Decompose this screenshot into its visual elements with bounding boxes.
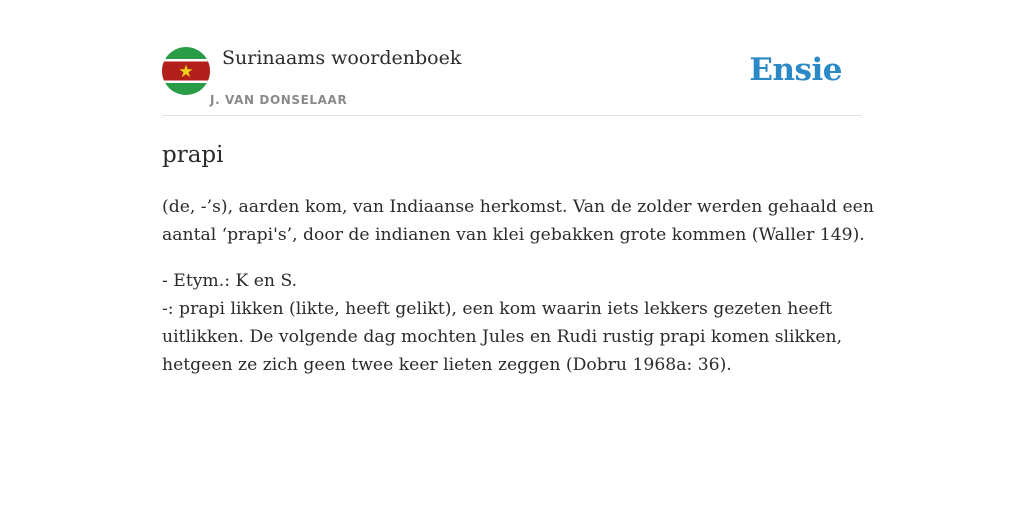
usage-line: -: prapi likken (likte, heeft gelikt), een kom waarin iets lekkers gezeten heeft bbox=[162, 299, 832, 319]
definition-line: (de, -’s), aarden kom, van Indiaanse herkomst. Van de zolder werden gehaald een bbox=[162, 197, 874, 217]
dictionary-title[interactable]: Surinaams woordenboek bbox=[222, 47, 462, 69]
suriname-flag-graphic bbox=[162, 47, 210, 95]
usage-line: hetgeen ze zich geen twee keer lieten zeggen (Dobru 1968a: 36). bbox=[162, 355, 732, 375]
etymology-line: - Etym.: K en S. bbox=[162, 271, 298, 291]
dictionary-author[interactable]: J. VAN DONSELAAR bbox=[210, 93, 348, 107]
dictionary-header bbox=[162, 46, 862, 116]
definition-line: aantal ‘prapi's’, door de indianen van klei gebakken grote kommen (Waller 149). bbox=[162, 225, 865, 245]
header-divider bbox=[162, 115, 862, 116]
usage-line: uitlikken. De volgende dag mochten Jules en Rudi rustig prapi komen slikken, bbox=[162, 327, 843, 347]
ensie-logo[interactable]: Ensie bbox=[749, 52, 842, 88]
suriname-flag-icon[interactable] bbox=[162, 47, 210, 95]
entry-body bbox=[162, 193, 874, 397]
entry-headword: prapi bbox=[162, 142, 224, 168]
etymology-paragraph bbox=[162, 267, 874, 379]
definition-paragraph bbox=[162, 193, 874, 249]
